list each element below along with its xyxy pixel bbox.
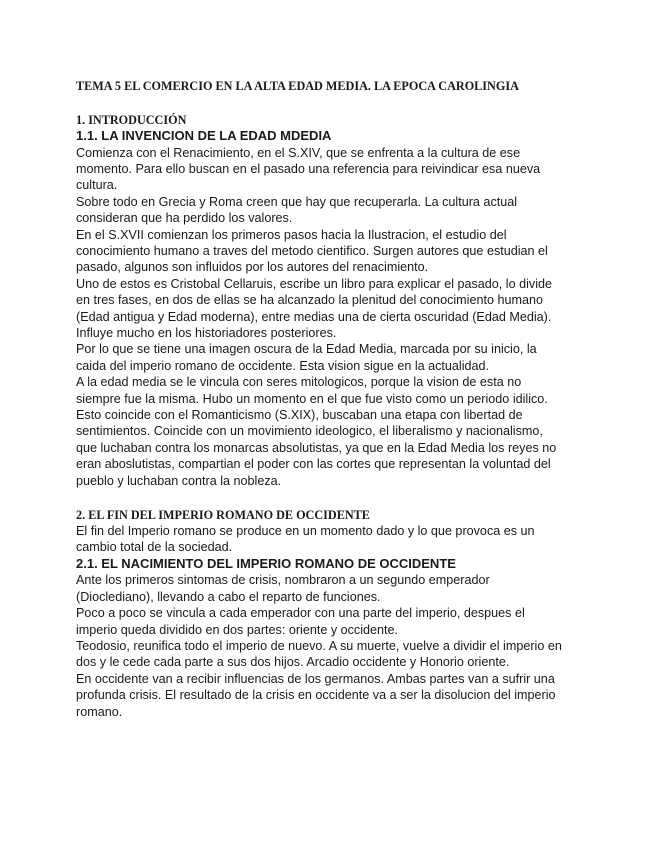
paragraph-line: (Dioclediano), llevando a cabo el reparto de funciones. [76, 589, 381, 604]
paragraph-line: en tres fases, en dos de ellas se ha alcanzado la plenitud del conocimiento humano [76, 293, 543, 308]
paragraph-line: En occidente van a recibir influencias de los germanos. Ambas partes van a sufrir una [76, 671, 555, 686]
paragraph-line: profunda crisis. El resultado de la crisis en occidente va a ser la disolucion del imperio [76, 688, 556, 703]
paragraph-line: imperio queda dividido en dos partes: oriente y occidente. [76, 622, 399, 637]
paragraph-line: A la edad media se le vincula con seres mitologicos, porque la vision de esta no [76, 375, 522, 390]
section-2-heading: 2. EL FIN DEL IMPERIO ROMANO DE OCCIDENTE [76, 508, 370, 523]
paragraph-line: Comienza con el Renacimiento, en el S.XIV, que se enfrenta a la cultura de ese [76, 145, 521, 160]
section-1-1-body [76, 145, 596, 490]
paragraph-line: que luchaban contra los monarcas absolutistas, ya que en la Edad Media los reyes no [76, 440, 557, 455]
paragraph-line: El fin del Imperio romano se produce en un momento dado y lo que provoca es un [76, 524, 535, 539]
spacer [76, 489, 596, 507]
paragraph-line: romano. [76, 704, 123, 719]
paragraph-line: En el S.XVII comienzan los primeros pasos hacia la Ilustracion, el estudio del [76, 227, 507, 242]
document-page [76, 72, 596, 720]
paragraph-line: pueblo y luchaban contra la nobleza. [76, 473, 282, 488]
section-1-heading: 1. INTRODUCCIÓN [76, 113, 187, 127]
paragraph-line: sentimientos. Coincide con un movimiento ideologico, el liberalismo y nacionalismo, [76, 424, 543, 439]
paragraph-line: dos y le cede cada parte a sus dos hijos. Arcadio occidente y Honorio oriente. [76, 655, 510, 670]
paragraph-line: Por lo que se tiene una imagen oscura de la Edad Media, marcada por su inicio, la [76, 342, 537, 357]
section-2-intro [76, 523, 596, 556]
paragraph-line: caida del imperio romano de occidente. Esta vision sigue en la actualidad. [76, 358, 490, 373]
paragraph-line: (Edad antigua y Edad moderna), entre medias una de cierta oscuridad (Edad Media). [76, 309, 552, 324]
section-2-1-body [76, 572, 596, 720]
paragraph-line: momento. Para ello buscan en el pasado una referencia para reivindicar esa nueva [76, 161, 541, 176]
paragraph-line: Esto coincide con el Romanticismo (S.XIX), buscaban una etapa con libertad de [76, 408, 523, 422]
paragraph-line: Sobre todo en Grecia y Roma creen que hay que recuperarla. La cultura actual [76, 194, 518, 209]
paragraph-line: consideran que ha perdido los valores. [76, 211, 293, 226]
document-title: TEMA 5 EL COMERCIO EN LA ALTA EDAD MEDIA. LA EPOCA CAROLINGIA [76, 79, 519, 93]
paragraph-line: conocimiento humano a traves del metodo cientifico. Surgen autores que estudian el [76, 243, 548, 258]
spacer [76, 94, 596, 112]
paragraph-line: cambio total de la sociedad. [76, 540, 233, 555]
paragraph-line: Poco a poco se vincula a cada emperador con una parte del imperio, despues el [76, 606, 525, 621]
section-2-1-subheading: 2.1. EL NACIMIENTO DEL IMPERIO ROMANO DE OCCIDENTE [76, 555, 456, 571]
paragraph-line: pasado, algunos son influidos por los autores del renacimiento. [76, 260, 429, 275]
paragraph-line: cultura. [76, 178, 118, 193]
paragraph-line: Influye mucho en los historiadores posteriores. [76, 325, 337, 340]
paragraph-line: Uno de estos es Cristobal Cellaruis, escribe un libro para explicar el pasado, lo divide [76, 276, 553, 291]
paragraph-line: siempre fue la misma. Hubo un momento en el que fue visto como un periodo idilico. [76, 391, 548, 406]
section-1-1-subheading: 1.1. LA INVENCION DE LA EDAD MDEDIA [76, 128, 332, 143]
paragraph-line: Ante los primeros sintomas de crisis, nombraron a un segundo emperador [76, 573, 490, 588]
paragraph-line: Teodosio, reunifica todo el imperio de nuevo. A su muerte, vuelve a dividir el imperio en [76, 638, 562, 653]
paragraph-line: eran aboslutistas, compartian el poder con las cortes que representan la voluntad del [76, 457, 551, 472]
